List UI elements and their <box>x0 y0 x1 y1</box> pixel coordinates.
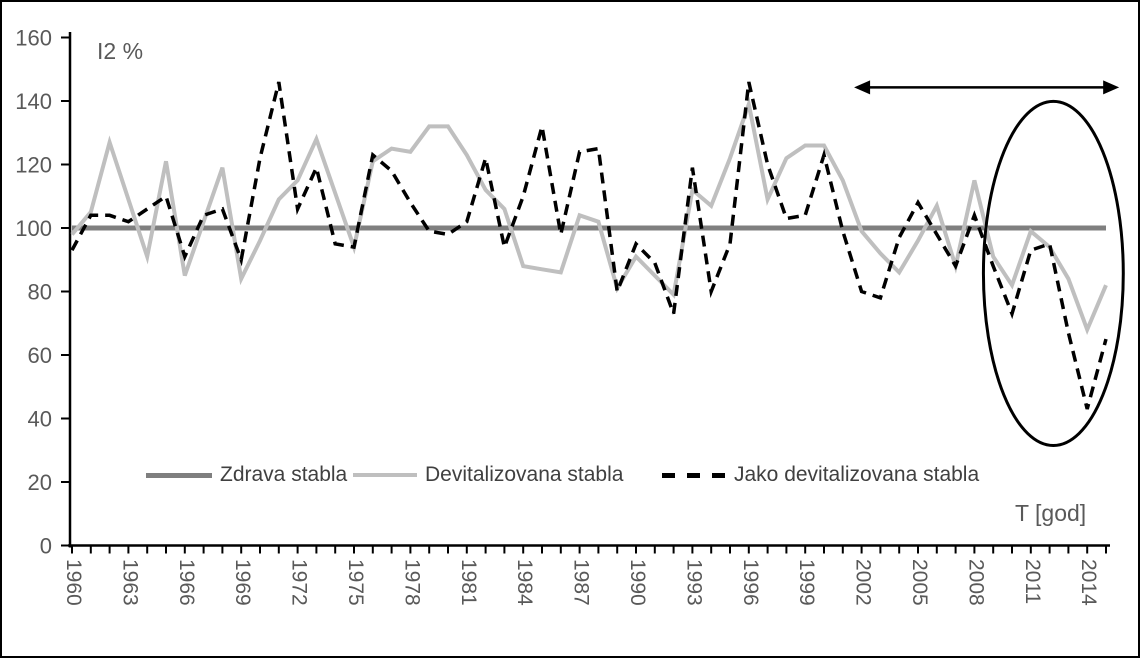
legend-item-devitalizovana <box>353 462 623 488</box>
zdrava-line-swatch-icon <box>146 473 212 478</box>
svg-text:1981: 1981 <box>456 559 480 606</box>
devitalizovana-line-swatch-icon <box>353 473 417 477</box>
svg-text:2014: 2014 <box>1077 559 1101 606</box>
svg-text:60: 60 <box>27 343 52 368</box>
y-axis-title: I2 % <box>97 38 144 64</box>
svg-text:1972: 1972 <box>287 559 311 606</box>
svg-text:20: 20 <box>27 470 52 495</box>
svg-text:1990: 1990 <box>626 559 649 606</box>
legend-label-zdrava: Zdrava stabla <box>220 463 348 486</box>
svg-text:140: 140 <box>15 89 52 114</box>
svg-text:100: 100 <box>15 216 52 241</box>
svg-text:1978: 1978 <box>400 559 424 606</box>
svg-text:0: 0 <box>39 533 52 559</box>
jako-devitalizovana-dashed-swatch-icon <box>662 473 725 478</box>
svg-text:1966: 1966 <box>174 559 198 606</box>
chart-canvas <box>2 2 1140 658</box>
x-axis-title: T [god] <box>1015 500 1087 526</box>
svg-text:1960: 1960 <box>62 559 85 606</box>
svg-text:120: 120 <box>15 152 52 178</box>
svg-text:2011: 2011 <box>1020 559 1044 605</box>
svg-text:40: 40 <box>27 406 52 432</box>
legend-item-jako-devitalizovana <box>662 462 979 488</box>
legend-label-devitalizovana: Devitalizovana stabla <box>425 463 624 486</box>
svg-text:160: 160 <box>15 25 52 51</box>
svg-text:2005: 2005 <box>908 559 931 606</box>
svg-text:2008: 2008 <box>964 559 988 606</box>
svg-text:1963: 1963 <box>118 559 142 606</box>
svg-text:80: 80 <box>27 279 52 305</box>
svg-text:1969: 1969 <box>231 559 255 606</box>
svg-text:1996: 1996 <box>738 559 762 606</box>
svg-text:1999: 1999 <box>795 559 819 606</box>
svg-text:1987: 1987 <box>569 559 593 606</box>
svg-text:1975: 1975 <box>344 559 367 606</box>
svg-text:1993: 1993 <box>682 559 706 606</box>
svg-text:2002: 2002 <box>851 559 875 606</box>
legend-label-jako-devitalizovana: Jako devitalizovana stabla <box>734 463 980 486</box>
legend-item-zdrava <box>146 462 347 488</box>
svg-text:1984: 1984 <box>513 559 537 606</box>
